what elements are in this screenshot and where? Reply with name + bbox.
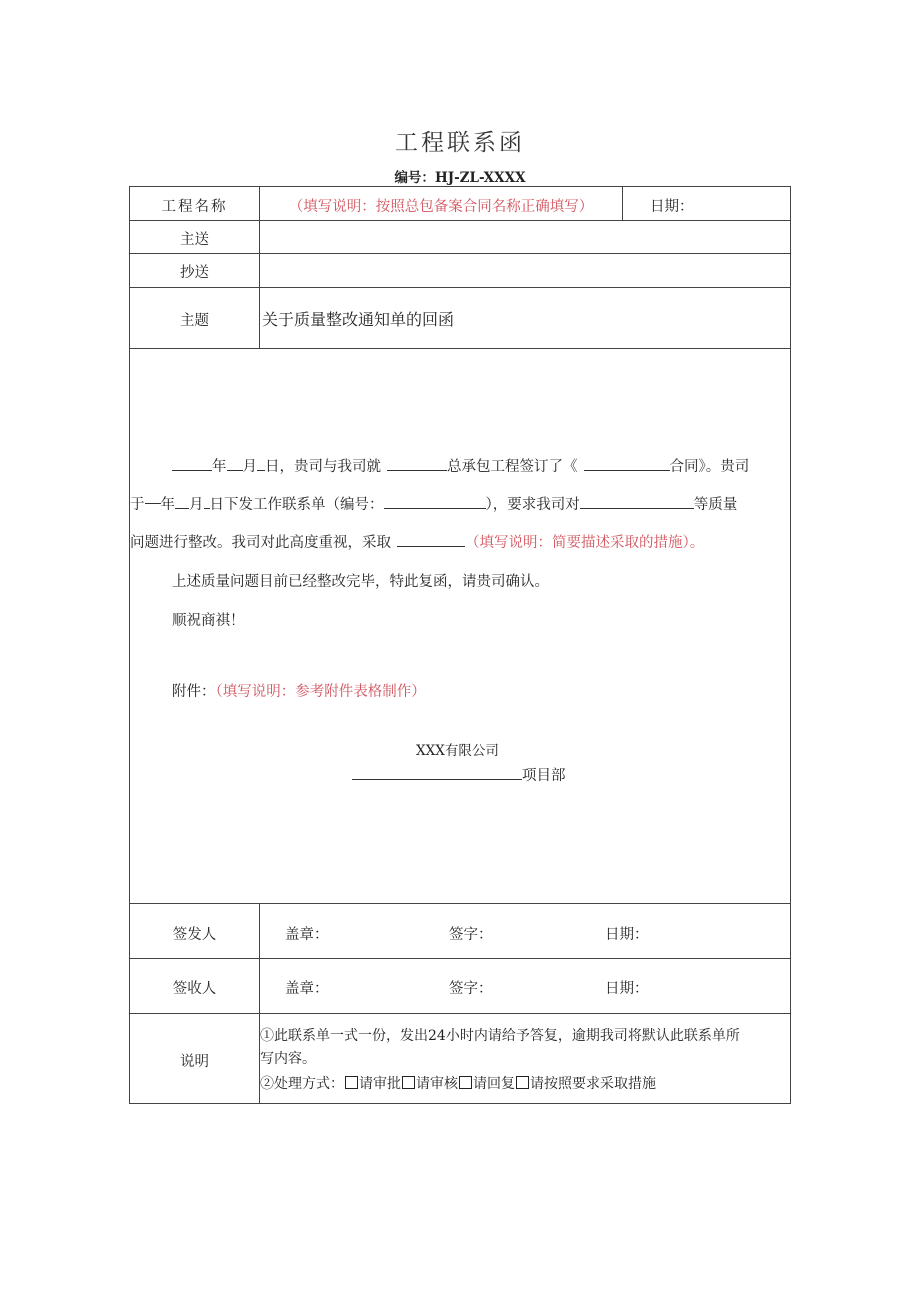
blank-department[interactable]: [352, 766, 522, 780]
document-number: [0, 166, 920, 186]
column-divider: [622, 187, 623, 220]
row-divider: [130, 903, 790, 904]
document-title: 工程联系函: [395, 130, 525, 156]
body-line-2: 于 年 月 日下发工作联系单（编号： ），要求我司对 等质量: [130, 497, 738, 513]
company-name: XXX有限公司: [416, 743, 499, 759]
blank-year[interactable]: [172, 457, 212, 471]
receiver-label: 签收人: [172, 981, 217, 997]
cc-label: 抄送: [180, 265, 209, 281]
row-divider: [130, 287, 790, 288]
issuer-seal-label[interactable]: 盖章：: [285, 927, 329, 943]
receiver-signature-label[interactable]: 签字：: [449, 981, 493, 997]
to-label: 主送: [180, 232, 209, 248]
form-table: [129, 186, 791, 1104]
receiver-date-label[interactable]: 日期：: [605, 981, 649, 997]
blank-month-2[interactable]: [175, 495, 189, 509]
attachment-hint: （填写说明：参考附件表格制作）: [215, 684, 426, 700]
blank-number[interactable]: [384, 495, 486, 509]
attachment-label: 附件：: [172, 684, 216, 700]
notes-line-3: ②处理方式： 请审批 请审核 请回复 请按照要求采取措施: [260, 1076, 656, 1092]
blank-day[interactable]: [257, 457, 265, 471]
department-line: 项目部: [352, 764, 566, 785]
blank-issue[interactable]: [580, 495, 694, 509]
row-divider: [130, 348, 790, 349]
blank-year-2[interactable]: [145, 503, 161, 504]
checkbox-review[interactable]: [402, 1076, 415, 1089]
project-name-label: 工程名称: [161, 199, 228, 215]
number-value: HJ-ZL-XXXX: [434, 170, 526, 186]
receiver-seal-label[interactable]: 盖章：: [285, 981, 329, 997]
number-label: 编号：: [394, 170, 435, 186]
notes-line-2: 写内容。: [260, 1051, 316, 1067]
issuer-date-label[interactable]: 日期：: [605, 927, 649, 943]
checkbox-reply[interactable]: [459, 1076, 472, 1089]
notes-line-1: ①此联系单一式一份，发出24小时内请给予答复，逾期我司将默认此联系单所: [260, 1028, 740, 1044]
body-line-3: 问题进行整改。我司对此高度重视，采取 （填写说明：简要描述采取的措施）。: [130, 535, 705, 551]
checkbox-take-measures[interactable]: [516, 1076, 529, 1089]
to-field[interactable]: [260, 221, 790, 253]
attachment: [172, 680, 426, 701]
cc-field[interactable]: [260, 254, 790, 287]
row-divider: [130, 1013, 790, 1014]
blank-measures[interactable]: [397, 533, 465, 547]
blank-project[interactable]: [387, 457, 447, 471]
row-divider: [130, 958, 790, 959]
blank-month[interactable]: [227, 457, 243, 471]
checkbox-approve[interactable]: [345, 1076, 358, 1089]
subject-label: 主题: [180, 313, 209, 329]
project-name-field[interactable]: （填写说明：按照总包备案合同名称正确填写）: [288, 199, 594, 215]
body-line-1: 年 月 日，贵司与我司就 总承包工程签订了《 合同》。贵司: [172, 455, 749, 476]
notes-label: 说明: [180, 1054, 209, 1070]
body-line-4: 上述质量问题目前已经整改完毕，特此复函，请贵司确认。: [172, 574, 549, 590]
body-line-5: 顺祝商祺！: [172, 613, 245, 629]
blank-contract[interactable]: [584, 457, 670, 471]
issuer-signature-label[interactable]: 签字：: [449, 927, 493, 943]
subject-field[interactable]: 关于质量整改通知单的回函: [262, 310, 455, 329]
issuer-label: 签发人: [172, 927, 217, 943]
date-label: 日期：: [650, 199, 694, 215]
